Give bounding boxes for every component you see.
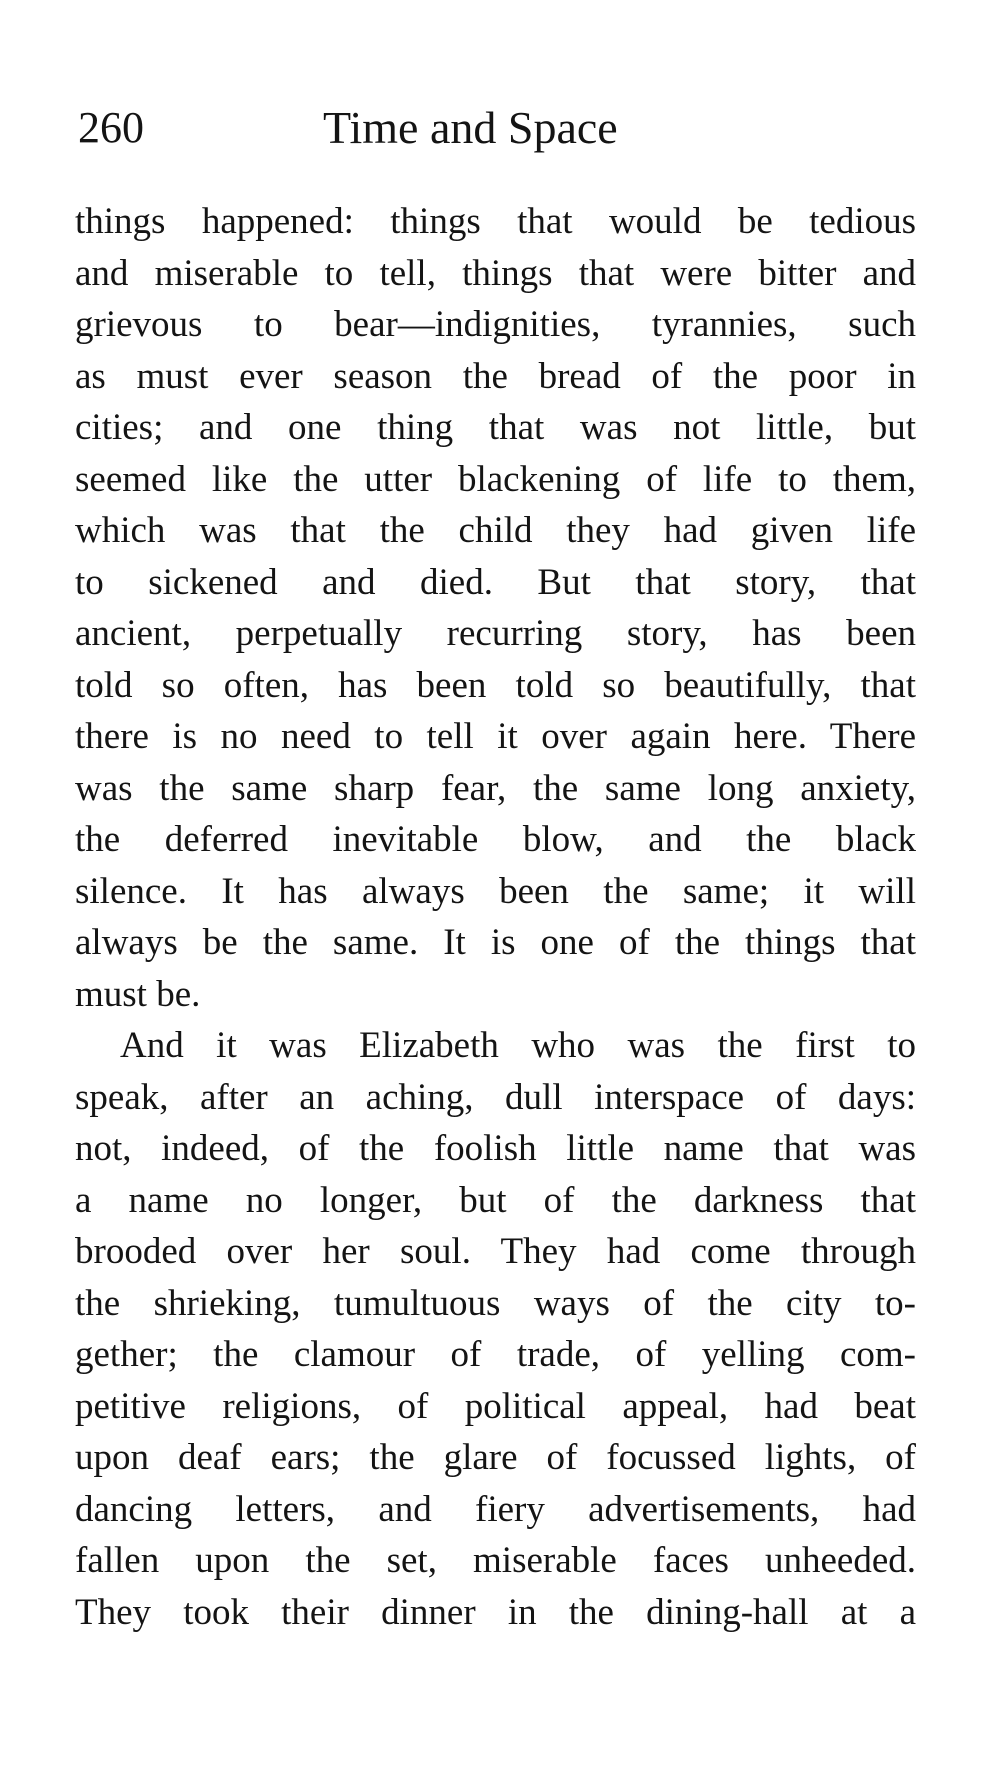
text-line: upon deaf ears; the glare of focussed lights, of — [75, 1437, 916, 1478]
text-line: a name no longer, but of the darkness that — [75, 1179, 916, 1221]
text-line: And it was Elizabeth who was the first to — [120, 1025, 916, 1066]
paragraph-1 — [75, 196, 916, 1020]
running-title: Time and Space — [323, 102, 618, 153]
text-line: silence. It has always been the same; it will — [75, 870, 916, 912]
text-line: seemed like the utter blackening of life to them, — [75, 458, 916, 500]
text-line: always be the same. It is one of the things that — [75, 922, 916, 963]
text-line: things happened: things that would be tedious — [75, 201, 916, 242]
text-line: told so often, has been told so beautifully, that — [75, 664, 916, 706]
paragraph-2 — [75, 1020, 916, 1638]
page-number: 260 — [78, 103, 144, 152]
text-line: the deferred inevitable blow, and the black — [75, 819, 916, 860]
text-line: ancient, perpetually recurring story, has been — [75, 613, 916, 654]
text-line: must be. — [75, 973, 201, 1015]
text-line: grievous to bear—indignities, tyrannies, such — [75, 304, 916, 345]
text-line: speak, after an aching, dull interspace of days: — [75, 1076, 916, 1118]
text-line: as must ever season the bread of the poor in — [75, 355, 916, 397]
text-line: which was that the child they had given life — [75, 510, 916, 551]
text-line: and miserable to tell, things that were bitter and — [75, 252, 916, 294]
text-line: not, indeed, of the foolish little name that was — [75, 1128, 916, 1169]
text-line: was the same sharp fear, the same long anxiety, — [75, 767, 916, 809]
text-line: dancing letters, and fiery advertisements, had — [75, 1488, 916, 1530]
text-line: brooded over her soul. They had come through — [75, 1231, 916, 1272]
text-line: the shrieking, tumultuous ways of the city to- — [75, 1282, 916, 1324]
text-line: fallen upon the set, miserable faces unheeded. — [75, 1540, 916, 1581]
running-head — [78, 98, 918, 158]
text-line: gether; the clamour of trade, of yelling com- — [75, 1334, 916, 1375]
text-line: cities; and one thing that was not little, but — [75, 407, 916, 448]
text-line: to sickened and died. But that story, that — [75, 561, 916, 603]
body-text — [75, 196, 916, 1638]
text-line: petitive religions, of political appeal, had beat — [75, 1385, 916, 1427]
text-line: They took their dinner in the dining-hall at a — [75, 1591, 916, 1633]
text-line: there is no need to tell it over again here. There — [75, 716, 916, 757]
